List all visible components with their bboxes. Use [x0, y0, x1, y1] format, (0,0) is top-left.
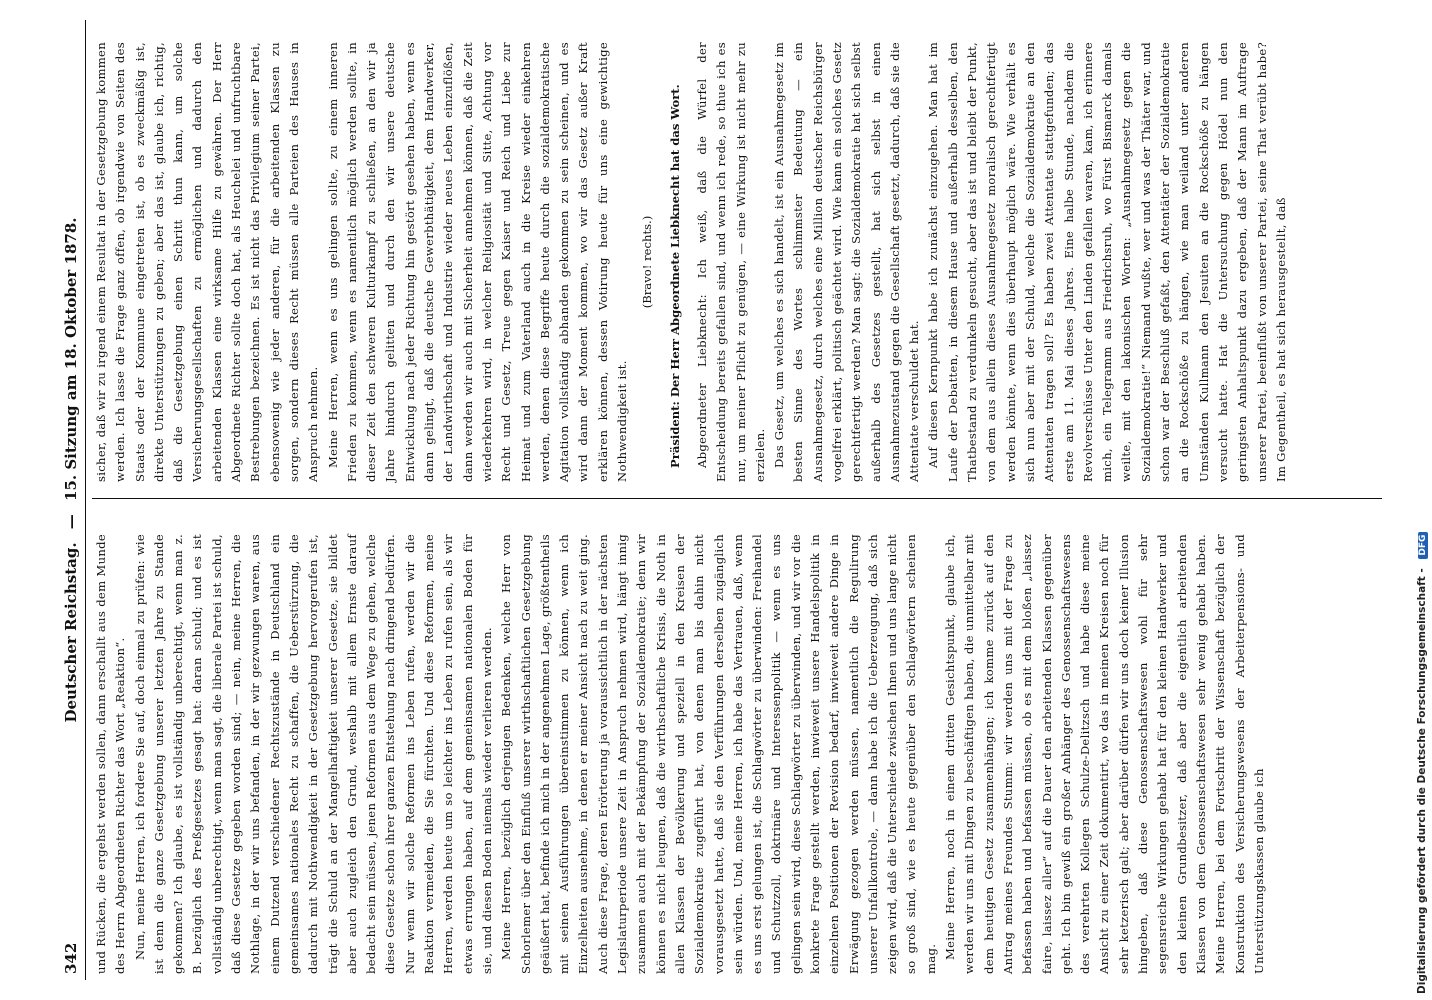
- column-divider: [92, 498, 1382, 499]
- session-date: 15. Sitzung am 18. Oktober 1878.: [62, 217, 80, 501]
- dfg-logo: DFG: [1418, 532, 1428, 559]
- header-rule: [85, 20, 86, 980]
- text-column-right: [92, 42, 1392, 482]
- credit-text: Digitalisierung gefördert durch die Deutsche Forschungsgemeinschaft -: [1416, 568, 1428, 994]
- paragraph: Das Gesetz, um welches es sich handelt, ist ein Ausnahmegesetz im besten Sinne des Wortes schlimmster Bedeutung — ein Ausnahmegesetz, durch welches eine Million deutscher Reichsbürger vogelfrei erklärt, politisch geächtet wird. Wie kann ein solches Gesetz gerechtfertigt werden? Man sagt: die Sozialdemokratie hat sich selbst außerhalb des Gesetzes gestellt, hat sich selbst in einen Ausnahmezustand gegen die Gesellschaft gesetzt, dadurch, daß sie die Attentate verschuldet hat.: [772, 42, 922, 482]
- publication-title: Deutscher Reichstag.: [62, 542, 80, 723]
- running-header: [58, 20, 84, 980]
- rotated-printed-page: [58, 20, 1408, 980]
- paragraph: und Rücken, die ergehst werden sollen, dann erschallt aus dem Munde des Herrn Abgeordneten Richter das Wort „Reaktion“.: [94, 534, 128, 974]
- speaker-paragraph: Abgeordneter Liebknecht: Ich weiß, daß die Würfel der Entscheidung bereits gefallen sind, und wenn ich rede, so thue ich es nur, um meiner Pflicht zu genügen, — eine Wirkung ist nicht mehr zu erzielen.: [694, 42, 767, 482]
- paragraph: Meine Herren, wenn es uns gelingen sollte, zu einem inneren Frieden zu kommen, wenn es namentlich möglich werden sollte, in dieser Zeit den schweren Kulturkampf zu schließen, an den wir ja Jahre hindurch gelitten und durch den wir unsere deutsche Entwicklung nach jeder Richtung hin gestört gesehen haben, wenn es dann gelingt, daß die deutsche Gewerbthätigkeit, dem Handwerker, der Landwirthschaft und Industrie wieder neues Leben einzuflößen, dann werden wir auch mit Sicherheit annehmen können, daß die Zeit wiederkehren wird, in welcher Religiosität und Sitte, Achtung vor Recht und Gesetz, Treue gegen Kaiser und Reich und Liebe zur Heimat und zum Vaterland auch in die Kreise wieder einkehren werden, denen diese Begriffe heute durch die sozialdemokratische Agitation vollständig abhanden gekommen zu sein scheinen, und es wird dann der Moment kommen, wo wir das Gesetz außer Kraft erklären können, dessen Votirung heute für uns eine gewichtige Nothwendigkeit ist.: [325, 42, 630, 482]
- paragraph: Nun, meine Herren, ich fordere Sie auf, doch einmal zu prüfen: wie ist denn die ganze Gesetzgebung unserer letzten Jahre zu Stande gekommen? Ich glaube, es ist vollständig unberechtigt, wenn man z. B. bezüglich des Preßgesetzes gesagt hat: daran schuld; und es ist vollständig unberechtigt, wenn man sagt, die liberale Partei ist schuld, daß diese Gesetze gegeben worden sind; — nein, meine Herren, die Nothlage, in der wir uns befanden, in der wir gezwungen waren, aus einem Dutzend verschiedener Rechtszustände in Deutschland ein gemeinsames nationales Recht zu schaffen, die Ueberstürzung, die dadurch mit Nothwendigkeit in der Gesetzgebung hervorgerufen ist, trägt die Schuld an der Mangelhaftigkeit unserer Gesetze, sie bildet aber auch zugleich den Grund, weshalb mit allem Ernste darauf bedacht sein müssen, jenen Reformen aus dem Wege zu gehen, welche diese Gesetze schon ihrer ganzen Entstehung nach dringend bedürfen. Nur wenn wir solche Reformen ins Leben rufen, werden wir die Reaktion vermeiden, die Sie fürchten. Und diese Reformen, meine Herren, werden heute um so leichter ins Leben zu rufen sein, als wir etwas errungen haben, auf dem gemeinsamen nationalen Boden für sie, und diesen Boden niemals wieder verlieren werden.: [132, 534, 494, 974]
- paragraph: Meine Herren, noch in einem dritten Gesichtspunkt, glaube ich, werden wir uns mit Dingen zu beschäftigen haben, die unmittelbar mit dem heutigen Gesetz zusammenhängen; ich komme zurück auf den Antrag meines Freundes Stumm: wir werden uns mit der Frage zu befassen haben und befassen müssen, ob es mit dem bloßen „laissez faire, laissez aller“ auf die Dauer den arbeitenden Klassen gegenüber geht. Ich bin gewiß ein großer Anhänger des Genossenschaftswesens des verehrten Kollegen Schulze-Delitzsch und habe diese meine Ansicht zu einer Zeit dokumentirt, wo das in meinen Kreisen noch für sehr ketzerisch galt; aber darüber dürfen wir uns doch keiner Illusion hingeben, daß diese Genossenschaftswesen wohl für sehr segensreiche Wirkungen gehabt hat für den kleinen Handwerker und den kleinen Grundbesitzer, daß aber die eigentlich arbeitenden Klassen von dem Genossenschaftswesen sehr wenig gehabt haben. Meine Herren, bei dem Fortschritt der Wissenschaft bezüglich der Konstruktion des Versicherungswesens der Arbeiterpensions- und Unterstützungskassen glaube ich: [943, 534, 1266, 974]
- president-remark: Präsident: Der Herr Abgeordnete Liebknecht hat das Wort.: [667, 84, 682, 468]
- text-column-left: [92, 534, 1392, 974]
- page-number: 342: [62, 942, 80, 974]
- header-dash: —: [62, 514, 80, 530]
- applause-note: (Bravo! rechts.): [640, 215, 655, 309]
- header-title: [62, 200, 80, 740]
- paragraph: Meine Herren, bezüglich derjenigen Bedenken, welche Herr von Schorlemer über den Einfluß unserer wirthschaftlichen Gesetzgebung geäußert hat, befinde ich mich in der angenehmen Lage, größtentheils mit seinen Ausführungen übereinstimmen zu können, wenn ich Einzelheiten ausnehme, in denen er meiner Ansicht nach zu weit ging. Auch diese Frage, deren Erörterung ja voraussichtlich in der nächsten Legislaturperiode unsere Zeit in Anspruch nehmen wird, hängt innig zusammen auch mit der Bekämpfung der Sozialdemokratie; denn wir können es nicht leugnen, daß die wirthschaftliche Krisis, die Noth in allen Klassen der Bevölkerung und speziell in den Kreisen der Sozialdemokratie zugeführt hat, von denen man bis dahin nicht vorausgesetzt hatte, daß sie den Verführungen derselben zugänglich sein würden. Und, meine Herren, ich habe das Vertrauen, daß, wenn es uns erst gelungen ist, die Schlagwörter zu überwinden: Freihandel und Schutzzoll, doktrinäre und Interessenpolitik — wenn es uns gelingen sein wird, diese Schlagwörter zu überwinden, und wir vor die konkrete Frage gestellt werden, inwieweit unsere Handelspolitik in einzelnen Positionen der Revision bedarf, inwieweit andere Dinge in Erwägung gezogen werden müssen, namentlich die Regulirung unserer Unfallkontrole, — dann habe ich die Ueberzeugung, daß sich zeigen wird, daß die Unterschiede zwischen Ihnen und uns lange nicht so groß sind, wie es heute gegenüber den Schlagwörtern scheinen mag.: [499, 534, 938, 974]
- dfg-credit: [1416, 14, 1430, 994]
- paragraph: Auf diesen Kernpunkt habe ich zunächst einzugehen. Man hat im Laufe der Debatten, in diesem Hause und außerhalb desselben, den Thatbestand zu verdunkeln gesucht, aber das ist und bleibt der Punkt, von dem aus allein dieses Ausnahmegesetz moralisch gerechtfertigt werden könnte, wenn dies überhaupt möglich wäre. Wie verhält es sich nun aber mit der Schuld, welche die Sozialdemokratie an den Attentaten tragen soll? Es haben zwei Attentate stattgefunden; das erste am 11. Mai dieses Jahres. Eine halbe Stunde, nachdem die Revolverschüsse Unter den Linden gefallen waren, kam, ich erinnere mich, ein Telegramm aus Friedrichsruh, wo Fürst Bismarck damals weilte, mit den lakonischen Worten: „Ausnahmegesetz gegen die Sozialdemokratie!“ Niemand wußte, wer und was der Thäter war, und schon war der Beschluß gefaßt, den Attentäter der Sozialdemokratie an die Rockschöße zu hängen, wie man weiland unter anderen Umständen Kullmann den Jesuiten an die Rockschöße zu hängen versucht hatte. Hat die Untersuchung gegen Hödel nun den geringsten Anhaltspunkt dazu ergeben, daß der Mann im Auftrage unserer Partei, beeinflußt von unserer Partei, seine That verübt habe? Im Gegentheil, es hat sich herausgestellt, daß: [926, 42, 1288, 482]
- paragraph: sicher, daß wir zu irgend einem Resultat in der Gesetzgebung kommen werden. Ich lasse die Frage ganz offen, ob irgendwie von Seiten des Staats oder der Kommune eingetreten ist, ob es zweckmäßig ist, direkte Unterstützungen zu geben; aber das ist, glaube ich, richtig, daß die Gesetzgebung einen Schritt thun kann, um solche Versicherungsgesellschaften zu ermöglichen und dadurch den arbeitenden Klassen eine wirksame Hilfe zu gewähren. Der Herr Abgeordnete Richter sollte doch hat, als Heuchelei und unfruchtbare Bestrebungen bezeichnen. Es ist nicht das Privilegium seiner Partei, ebensowenig wie jeder anderen, für die arbeitenden Klassen zu sorgen, sondern dieses Recht müssen alle Parteien des Hauses in Anspruch nehmen.: [94, 42, 321, 482]
